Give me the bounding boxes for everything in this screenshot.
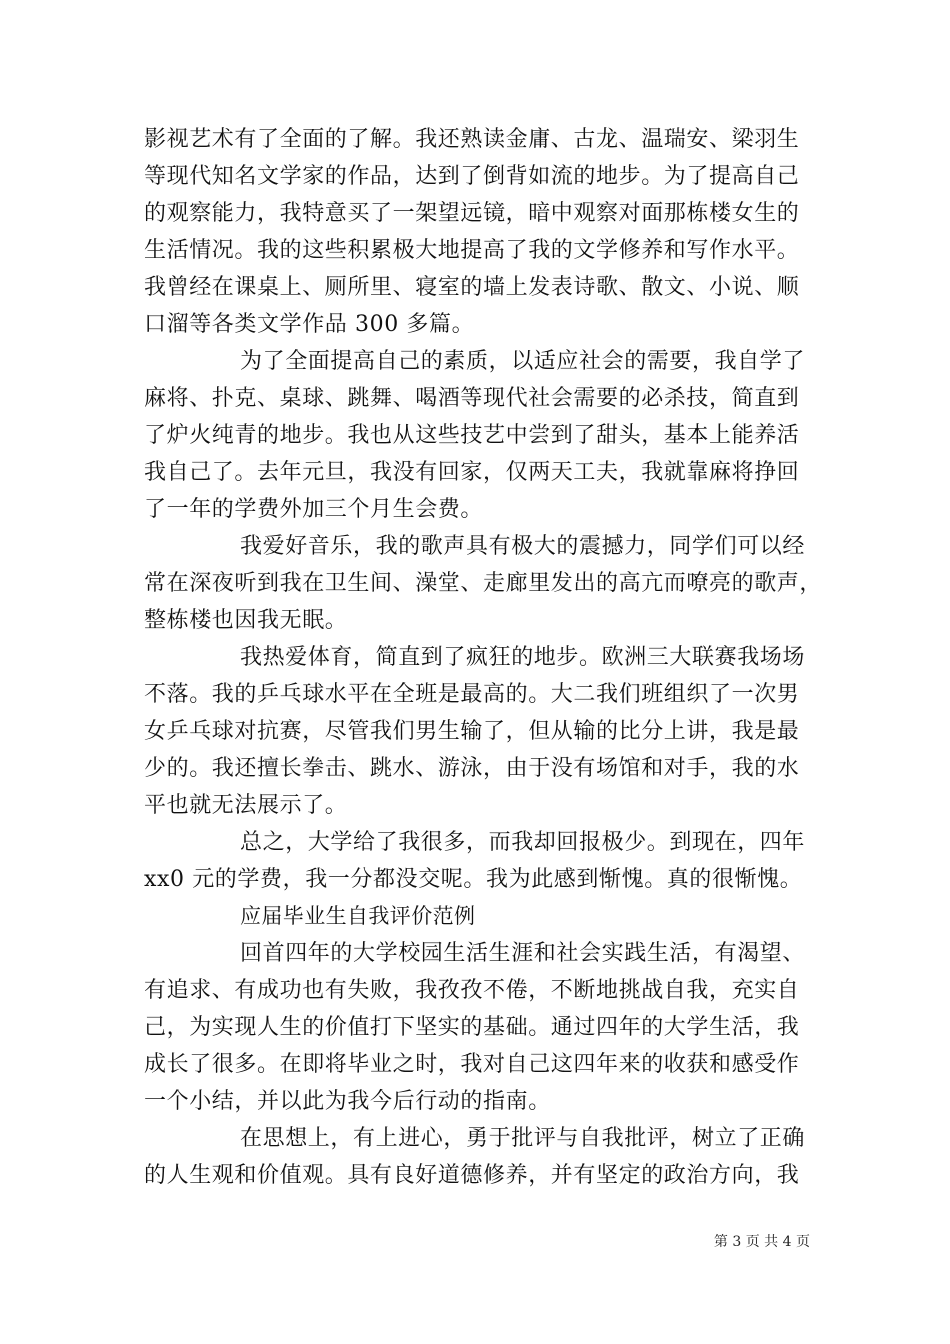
text-line: 整栋楼也因我无眠。 [144,608,348,633]
text-line: 我曾经在课桌上、厕所里、寝室的墙上发表诗歌、散文、小说、顺 [144,275,800,300]
document-body [144,121,824,1194]
paragraph-first-line: 我爱好音乐，我的歌声具有极大的震撼力，同学们可以经 [240,534,806,559]
paragraph-first-line: 回首四年的大学校园生活生涯和社会实践生活，有渴望、 [240,941,806,966]
text-line: 麻将、扑克、桌球、跳舞、喝酒等现代社会需要的必杀技，简直到 [144,386,800,411]
text-line: 了一年的学费外加三个月生会费。 [144,497,484,522]
text-line: 影视艺术有了全面的了解。我还熟读金庸、古龙、温瑞安、梁羽生 [144,127,800,152]
text-line: 等现代知名文学家的作品，达到了倒背如流的地步。为了提高自己 [144,164,800,189]
text-line: 生活情况。我的这些积累极大地提高了我的文学修养和写作水平。 [144,238,800,263]
text-line: 的人生观和价值观。具有良好道德修养，并有坚定的政治方向，我 [144,1163,800,1188]
text-line: 口溜等各类文学作品 300 多篇。 [144,312,475,337]
paragraph-first-line: 我热爱体育，简直到了疯狂的地步。欧洲三大联赛我场场 [240,645,806,670]
text-line: 我自己了。去年元旦，我没有回家，仅两天工夫，我就靠麻将挣回 [144,460,800,485]
text-line: 平也就无法展示了。 [144,793,348,818]
text-line: 了炉火纯青的地步。我也从这些技艺中尝到了甜头，基本上能养活 [144,423,800,448]
text-line: 成长了很多。在即将毕业之时，我对自己这四年来的收获和感受作 [144,1052,800,1077]
section-heading: 应届毕业生自我评价范例 [240,904,476,928]
text-line: 不落。我的乒乓球水平在全班是最高的。大二我们班组织了一次男 [144,682,800,707]
text-line: 少的。我还擅长拳击、跳水、游泳，由于没有场馆和对手，我的水 [144,756,800,781]
text-line: 己，为实现人生的价值打下坚实的基础。通过四年的大学生活，我 [144,1015,800,1040]
paragraph-first-line: 在思想上，有上进心，勇于批评与自我批评，树立了正确 [240,1126,806,1151]
text-line: 女乒乓球对抗赛，尽管我们男生输了，但从输的比分上讲，我是最 [144,719,800,744]
text-line: 常在深夜听到我在卫生间、澡堂、走廊里发出的高亢而嘹亮的歌声， [144,571,823,596]
paragraph-first-line: 为了全面提高自己的素质，以适应社会的需要，我自学了 [240,349,806,374]
text-line: xx0 元的学费，我一分都没交呢。我为此感到惭愧。真的很惭愧。 [144,867,803,892]
page-number: 第 3 页 共 4 页 [713,1234,810,1250]
text-line: 一个小结，并以此为我今后行动的指南。 [144,1089,551,1114]
text-line: 的观察能力，我特意买了一架望远镜，暗中观察对面那栋楼女生的 [144,201,800,226]
text-line: 有追求、有成功也有失败，我孜孜不倦，不断地挑战自我，充实自 [144,978,800,1003]
paragraph-first-line: 总之，大学给了我很多，而我却回报极少。到现在，四年 [240,830,806,855]
